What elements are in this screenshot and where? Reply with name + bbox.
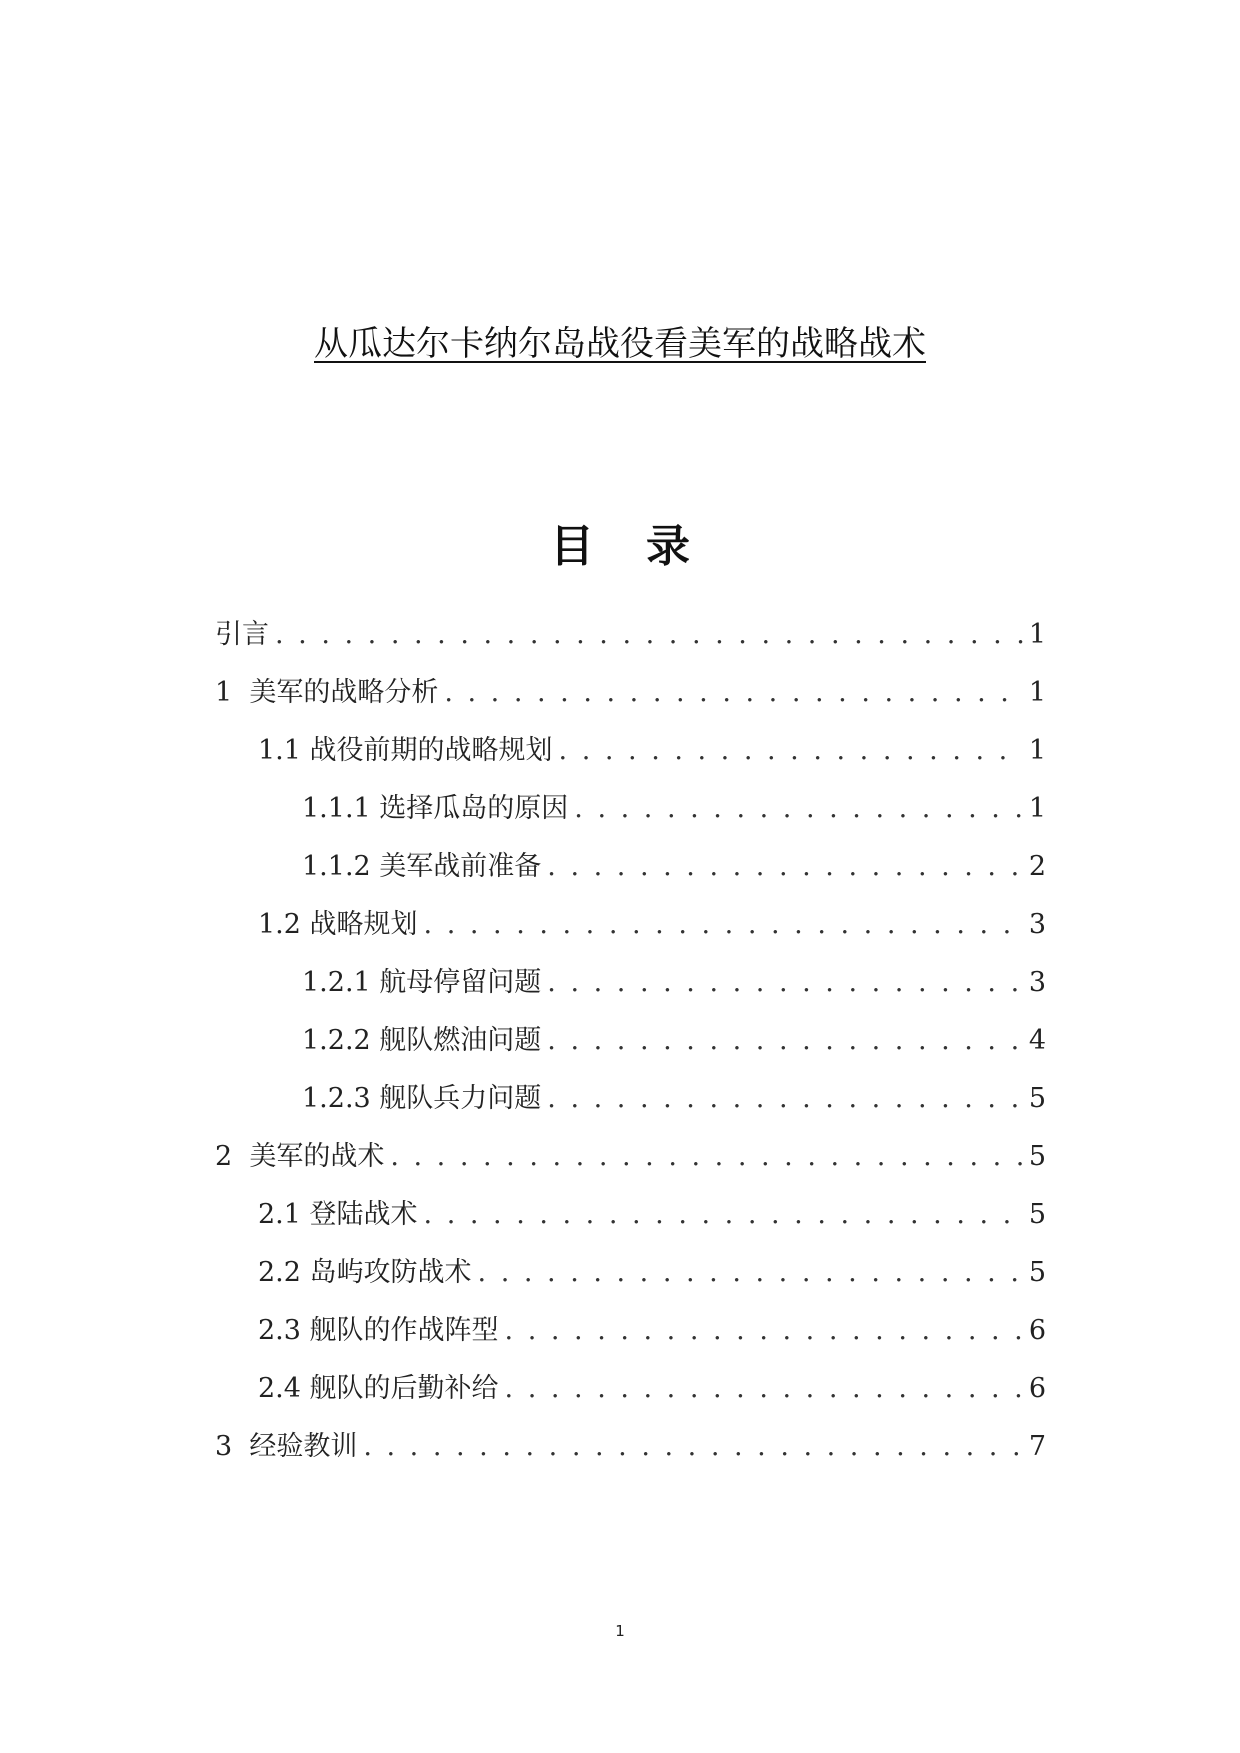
toc-heading: 目录 (550, 521, 742, 572)
toc-entry-page: 1 (1028, 677, 1046, 708)
toc-entry-label: 1.1.2 美军战前准备 (302, 851, 542, 882)
toc-entry[interactable] (258, 902, 1046, 942)
toc-entry[interactable] (258, 1366, 1046, 1406)
toc-entry-page: 6 (1028, 1315, 1046, 1346)
page-number: 1 (615, 1622, 625, 1640)
toc-dot-leader (478, 1257, 1023, 1288)
toc-entry-page: 5 (1028, 1141, 1046, 1172)
toc-entry[interactable] (258, 728, 1046, 768)
toc-entry-page: 1 (1028, 735, 1046, 766)
toc-dot-leader (275, 619, 1023, 650)
toc-entry[interactable] (215, 1134, 1046, 1174)
document-title: 从瓜达尔卡纳尔岛战役看美军的战略战术 (314, 324, 926, 364)
toc-entry-label: 2.2 岛屿攻防战术 (258, 1257, 472, 1288)
toc-entry-page: 4 (1028, 1025, 1046, 1056)
toc-entry-label: 2 美军的战术 (215, 1141, 385, 1172)
toc-entry[interactable] (302, 844, 1046, 884)
toc-entry-label: 2.1 登陆战术 (258, 1199, 418, 1230)
toc-entry-page: 2 (1028, 851, 1046, 882)
toc-dot-leader (547, 851, 1023, 882)
toc-entry[interactable] (302, 1076, 1046, 1116)
toc-entry-page: 3 (1028, 909, 1046, 940)
toc-dot-leader (390, 1141, 1022, 1172)
toc-dot-leader (424, 909, 1023, 940)
toc-entry-label: 3 经验教训 (215, 1431, 358, 1462)
toc-dot-leader (547, 1083, 1023, 1114)
toc-entry-page: 1 (1028, 619, 1046, 650)
toc-dot-leader (505, 1373, 1023, 1404)
toc-dot-leader (363, 1431, 1022, 1462)
toc-entry-page: 5 (1028, 1199, 1046, 1230)
toc-entry-page: 3 (1028, 967, 1046, 998)
toc-entry-label: 2.4 舰队的后勤补给 (258, 1373, 499, 1404)
toc-entry[interactable] (258, 1192, 1046, 1232)
toc-entry-label: 1.2.3 舰队兵力问题 (302, 1083, 542, 1114)
toc-entry[interactable] (215, 1424, 1046, 1464)
toc-dot-leader (574, 793, 1023, 824)
toc-entry[interactable] (215, 670, 1046, 710)
toc-entry[interactable] (302, 786, 1046, 826)
toc-entry[interactable] (258, 1308, 1046, 1348)
toc-entry-page: 1 (1028, 793, 1046, 824)
toc-entry[interactable] (302, 1018, 1046, 1058)
toc-entry-label: 1.1.1 选择瓜岛的原因 (302, 793, 569, 824)
toc-entry[interactable] (258, 1250, 1046, 1290)
toc-entry-page: 5 (1028, 1257, 1046, 1288)
toc-dot-leader (559, 735, 1023, 766)
toc-entry-label: 1.2.1 航母停留问题 (302, 967, 542, 998)
toc-entry[interactable] (302, 960, 1046, 1000)
toc-dot-leader (444, 677, 1022, 708)
toc-entry-label: 1.2 战略规划 (258, 909, 418, 940)
toc-entry-page: 5 (1028, 1083, 1046, 1114)
toc-dot-leader (547, 1025, 1023, 1056)
toc-entry-label: 2.3 舰队的作战阵型 (258, 1315, 499, 1346)
toc-dot-leader (505, 1315, 1023, 1346)
toc-entry[interactable] (215, 612, 1046, 652)
toc-entry-page: 7 (1028, 1431, 1046, 1462)
toc-dot-leader (547, 967, 1023, 998)
toc-entry-label: 1.2.2 舰队燃油问题 (302, 1025, 542, 1056)
toc-entry-label: 1.1 战役前期的战略规划 (258, 735, 553, 766)
toc-dot-leader (424, 1199, 1023, 1230)
toc-entry-label: 1 美军的战略分析 (215, 677, 439, 708)
toc-entry-page: 6 (1028, 1373, 1046, 1404)
toc-entry-label: 引言 (215, 619, 269, 650)
